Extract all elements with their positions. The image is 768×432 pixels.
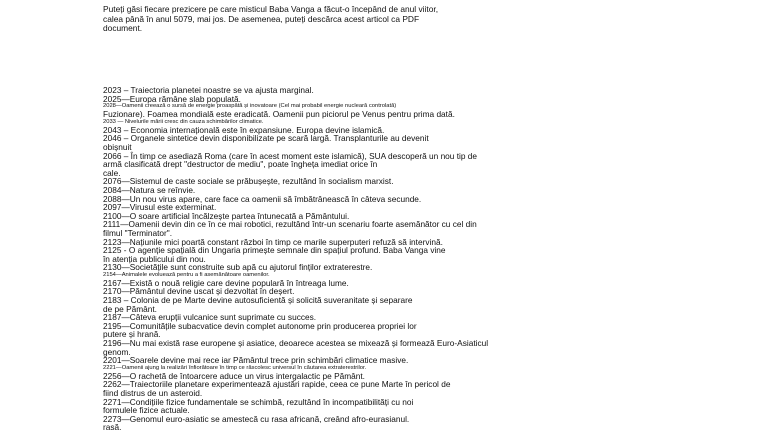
intro-paragraph: Puteți găsi fiecare prezicere pe care misticul Baba Vanga a făcut-o începând de anul viitor, calea până în anul 5079, mai jos. De asemenea, puteți descărca acest articol ca PDF document. [103, 4, 439, 34]
prediction-line: 2066 – În timp ce asediază Roma (care în acest moment este islamică), SUA descoperă un nou tip de [103, 150, 478, 161]
prediction-line: rasă. [103, 422, 122, 432]
prediction-line: formulele fizice actuale. [103, 405, 190, 416]
prediction-line: fiind distrus de un asteroid. [103, 388, 203, 398]
prediction-line: Fuzionare). Foamea mondială este eradicată. Oamenii pun piciorul pe Venus pentru prima dată. [103, 109, 455, 120]
prediction-line: 2271—Condițiile fizice fundamentale se schimbă, rezultând în incompatibilități cu noi [103, 396, 414, 407]
prediction-line: armă clasificată drept "destructor de mediu", poate îngheța imediat orice în [103, 159, 378, 170]
prediction-line: 2043 – Economia internațională este în expansiune. Europa devine islamică. [103, 124, 385, 135]
prediction-line: 2273—Genomul euro-asiatic se amestecă cu rasa africană, creând afro-eurasianul. [103, 413, 410, 424]
prediction-line: filmul "Terminator". [103, 227, 173, 238]
prediction-line: 2046 – Organele sintetice devin disponibilizate pe scară largă. Transplanturile au devenit [103, 133, 429, 144]
prediction-line: 2025—Europa rămâne slab populată. [103, 93, 241, 104]
prediction-line: 2196—Nu mai există rase europene și asiatice, deoarece acestea se mixează și formează Euro-Asiaticul [103, 338, 489, 349]
prediction-list [103, 86, 743, 432]
prediction-line: 2088—Un nou virus apare, care face ca oamenii să îmbătrânească în câteva secunde. [103, 193, 422, 204]
prediction-line: 2154—Animalele evoluează pentru a fi asemănătoare oamenilor. [103, 271, 270, 278]
prediction-line: 2201—Soarele devine mai rece iar Pământul trece prin schimbări climatice masive. [103, 355, 409, 366]
prediction-line: genom. [103, 346, 131, 357]
prediction-line: 2023 – Traiectoria planetei noastre se va ajusta marginal. [103, 85, 314, 95]
prediction-line: obișnuit [103, 141, 132, 152]
prediction-line: 2028—Oamenii creează o sursă de energie proaspătă și inovatoare (Cel mai probabil energie nucleară controlată) [103, 103, 397, 110]
prediction-line: 2123—Națiunile mici poartă constant război în timp ce marile superputeri refuză să intervină. [103, 236, 443, 247]
prediction-line: 2256—O rachetă de întoarcere aduce un virus intergalactic pe Pământ. [103, 370, 365, 381]
prediction-line: 2183 – Colonia de pe Marte devine autosuficientă și solicită suveranitate și separare [103, 295, 413, 306]
prediction-line: 2130—Societățile sunt construite sub apă cu ajutorul finților extraterestre. [103, 262, 373, 273]
prediction-line: 2100—O soare artificial încălzește partea întunecată a Pământului. [103, 210, 350, 221]
prediction-line: 2187—Câteva erupții vulcanice sunt suprimate cu succes. [103, 312, 317, 323]
prediction-line: 2125 - O agenție spațială din Ungaria primește semnale din spațiul profund. Baba Vanga vine [103, 245, 446, 256]
prediction-line: 2195—Comunitățile subacvatice devin complet autonome prin producerea propriei lor [103, 320, 417, 331]
prediction-line: 2084—Natura se reînvie. [103, 184, 196, 195]
prediction-line: 2076—Sistemul de caste sociale se prăbușește, rezultând în socialism marxist. [103, 176, 394, 187]
prediction-line: 2170—Pământul devine uscat și dezvoltat în deșert. [103, 286, 295, 297]
prediction-line: 2097—Virusul este exterminat. [103, 202, 217, 213]
prediction-line: 2221—Oamenii ajung la realizări înfiorătoare în timp ce răscolesc universul în căutarea extraterestrilor. [103, 364, 367, 371]
prediction-line: 2262—Traiectoriile planetare experimentează ajustări rapide, ceea ce pune Marte în pericol de [103, 379, 451, 390]
prediction-line: putere și hrană. [103, 329, 161, 340]
prediction-line: 2167—Există o nouă religie care devine populară în întreaga lume. [103, 277, 349, 288]
prediction-line: cale. [103, 167, 121, 178]
prediction-line: 2111—Oamenii devin din ce în ce mai robotici, rezultând într-un scenariu foarte asemănător cu cel din [103, 219, 477, 230]
prediction-line: de pe Pământ. [103, 303, 157, 314]
prediction-line: 2033 — Nivelurile mării cresc din cauza schimbărilor climatice. [103, 118, 264, 125]
prediction-line: în atenția publicului din nou. [103, 253, 206, 264]
